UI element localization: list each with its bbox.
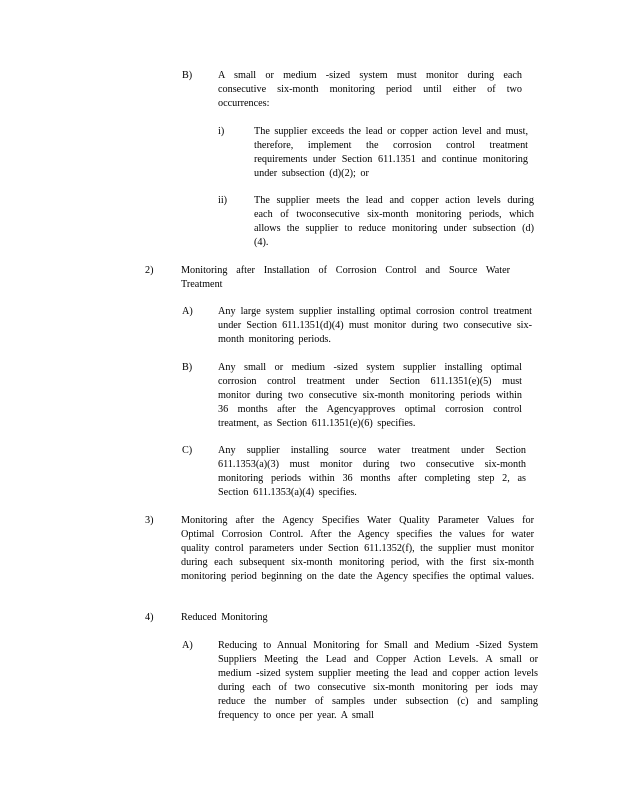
- paragraph-b-small-medium-installing: [182, 361, 522, 431]
- item-text: Any supplier installing source water treatment under Section 611.1353(a)(3) must monitor during two consecutive six-month monitoring periods within 36 months after completing step 2, as Section 611.1353(a)(4) specifies.: [218, 445, 526, 498]
- paragraph-a-large-system: [182, 305, 532, 347]
- item-label: C): [182, 445, 193, 456]
- item-label: i): [218, 126, 225, 137]
- item-text: Monitoring after the Agency Specifies Water Quality Parameter Values for Optimal Corrosion Control. After the Agency specifies the values for water quality control parameters under Section 611.1352(f), the supplier must monitor during each subsequent six-month monitoring period, with the first six-month monitoring period beginning on the date the Agency specifies the optimal values.: [181, 515, 535, 582]
- item-label: A): [182, 306, 193, 317]
- item-text: The supplier meets the lead and copper action levels during each of twoconsecutive six-month monitoring periods, which allows the supplier to reduce monitoring under subsection (d)(4).: [254, 195, 534, 248]
- item-text: Reducing to Annual Monitoring for Small and Medium -Sized System Suppliers Meeting the Lead and Copper Action Levels. A small or medium -sized system supplier meeting the lead and copper action levels during each of two consecutive six-month monitoring per iods may reduce the number of samples under subsection (c) and sampling frequency to once per year. A small: [218, 640, 538, 721]
- item-label: 3): [145, 515, 154, 526]
- item-label: 4): [145, 612, 154, 623]
- paragraph-c-source-water: [182, 444, 526, 500]
- item-text: Any large system supplier installing optimal corrosion control treatment under Section 611.1351(d)(4) must monitor during two consecutive six-month monitoring periods.: [218, 306, 532, 345]
- item-label: 2): [145, 265, 154, 276]
- section-2-heading: [145, 264, 510, 292]
- item-text: Any small or medium -sized system supplier installing optimal corrosion control treatment under Section 611.1351(e)(5) must monitor during two consecutive six-month monitoring periods within 36 months after the Agencyapproves optimal corrosion control treatment, as Section 611.1351(e)(6) specifies.: [218, 362, 522, 429]
- item-label: ii): [218, 195, 228, 206]
- item-text: A small or medium -sized system must monitor during each consecutive six-month monitoring period until either of two occurrences:: [218, 70, 522, 109]
- paragraph-i-exceeds: [218, 125, 528, 181]
- paragraph-a-reducing-annual: [182, 639, 538, 723]
- paragraph-b-small-medium: [182, 69, 522, 111]
- section-4-heading: [145, 611, 345, 625]
- item-label: B): [182, 70, 193, 81]
- item-label: A): [182, 640, 193, 651]
- section-3-paragraph: [145, 514, 534, 584]
- item-text: Monitoring after Installation of Corrosion Control and Source Water Treatment: [181, 265, 510, 290]
- item-label: B): [182, 362, 193, 373]
- paragraph-ii-meets: [218, 194, 534, 250]
- item-text: Reduced Monitoring: [181, 612, 268, 623]
- item-text: The supplier exceeds the lead or copper action level and must, therefore, implement the corrosion control treatment requirements under Section 611.1351 and continue monitoring under subsection (d)(2); or: [254, 126, 528, 179]
